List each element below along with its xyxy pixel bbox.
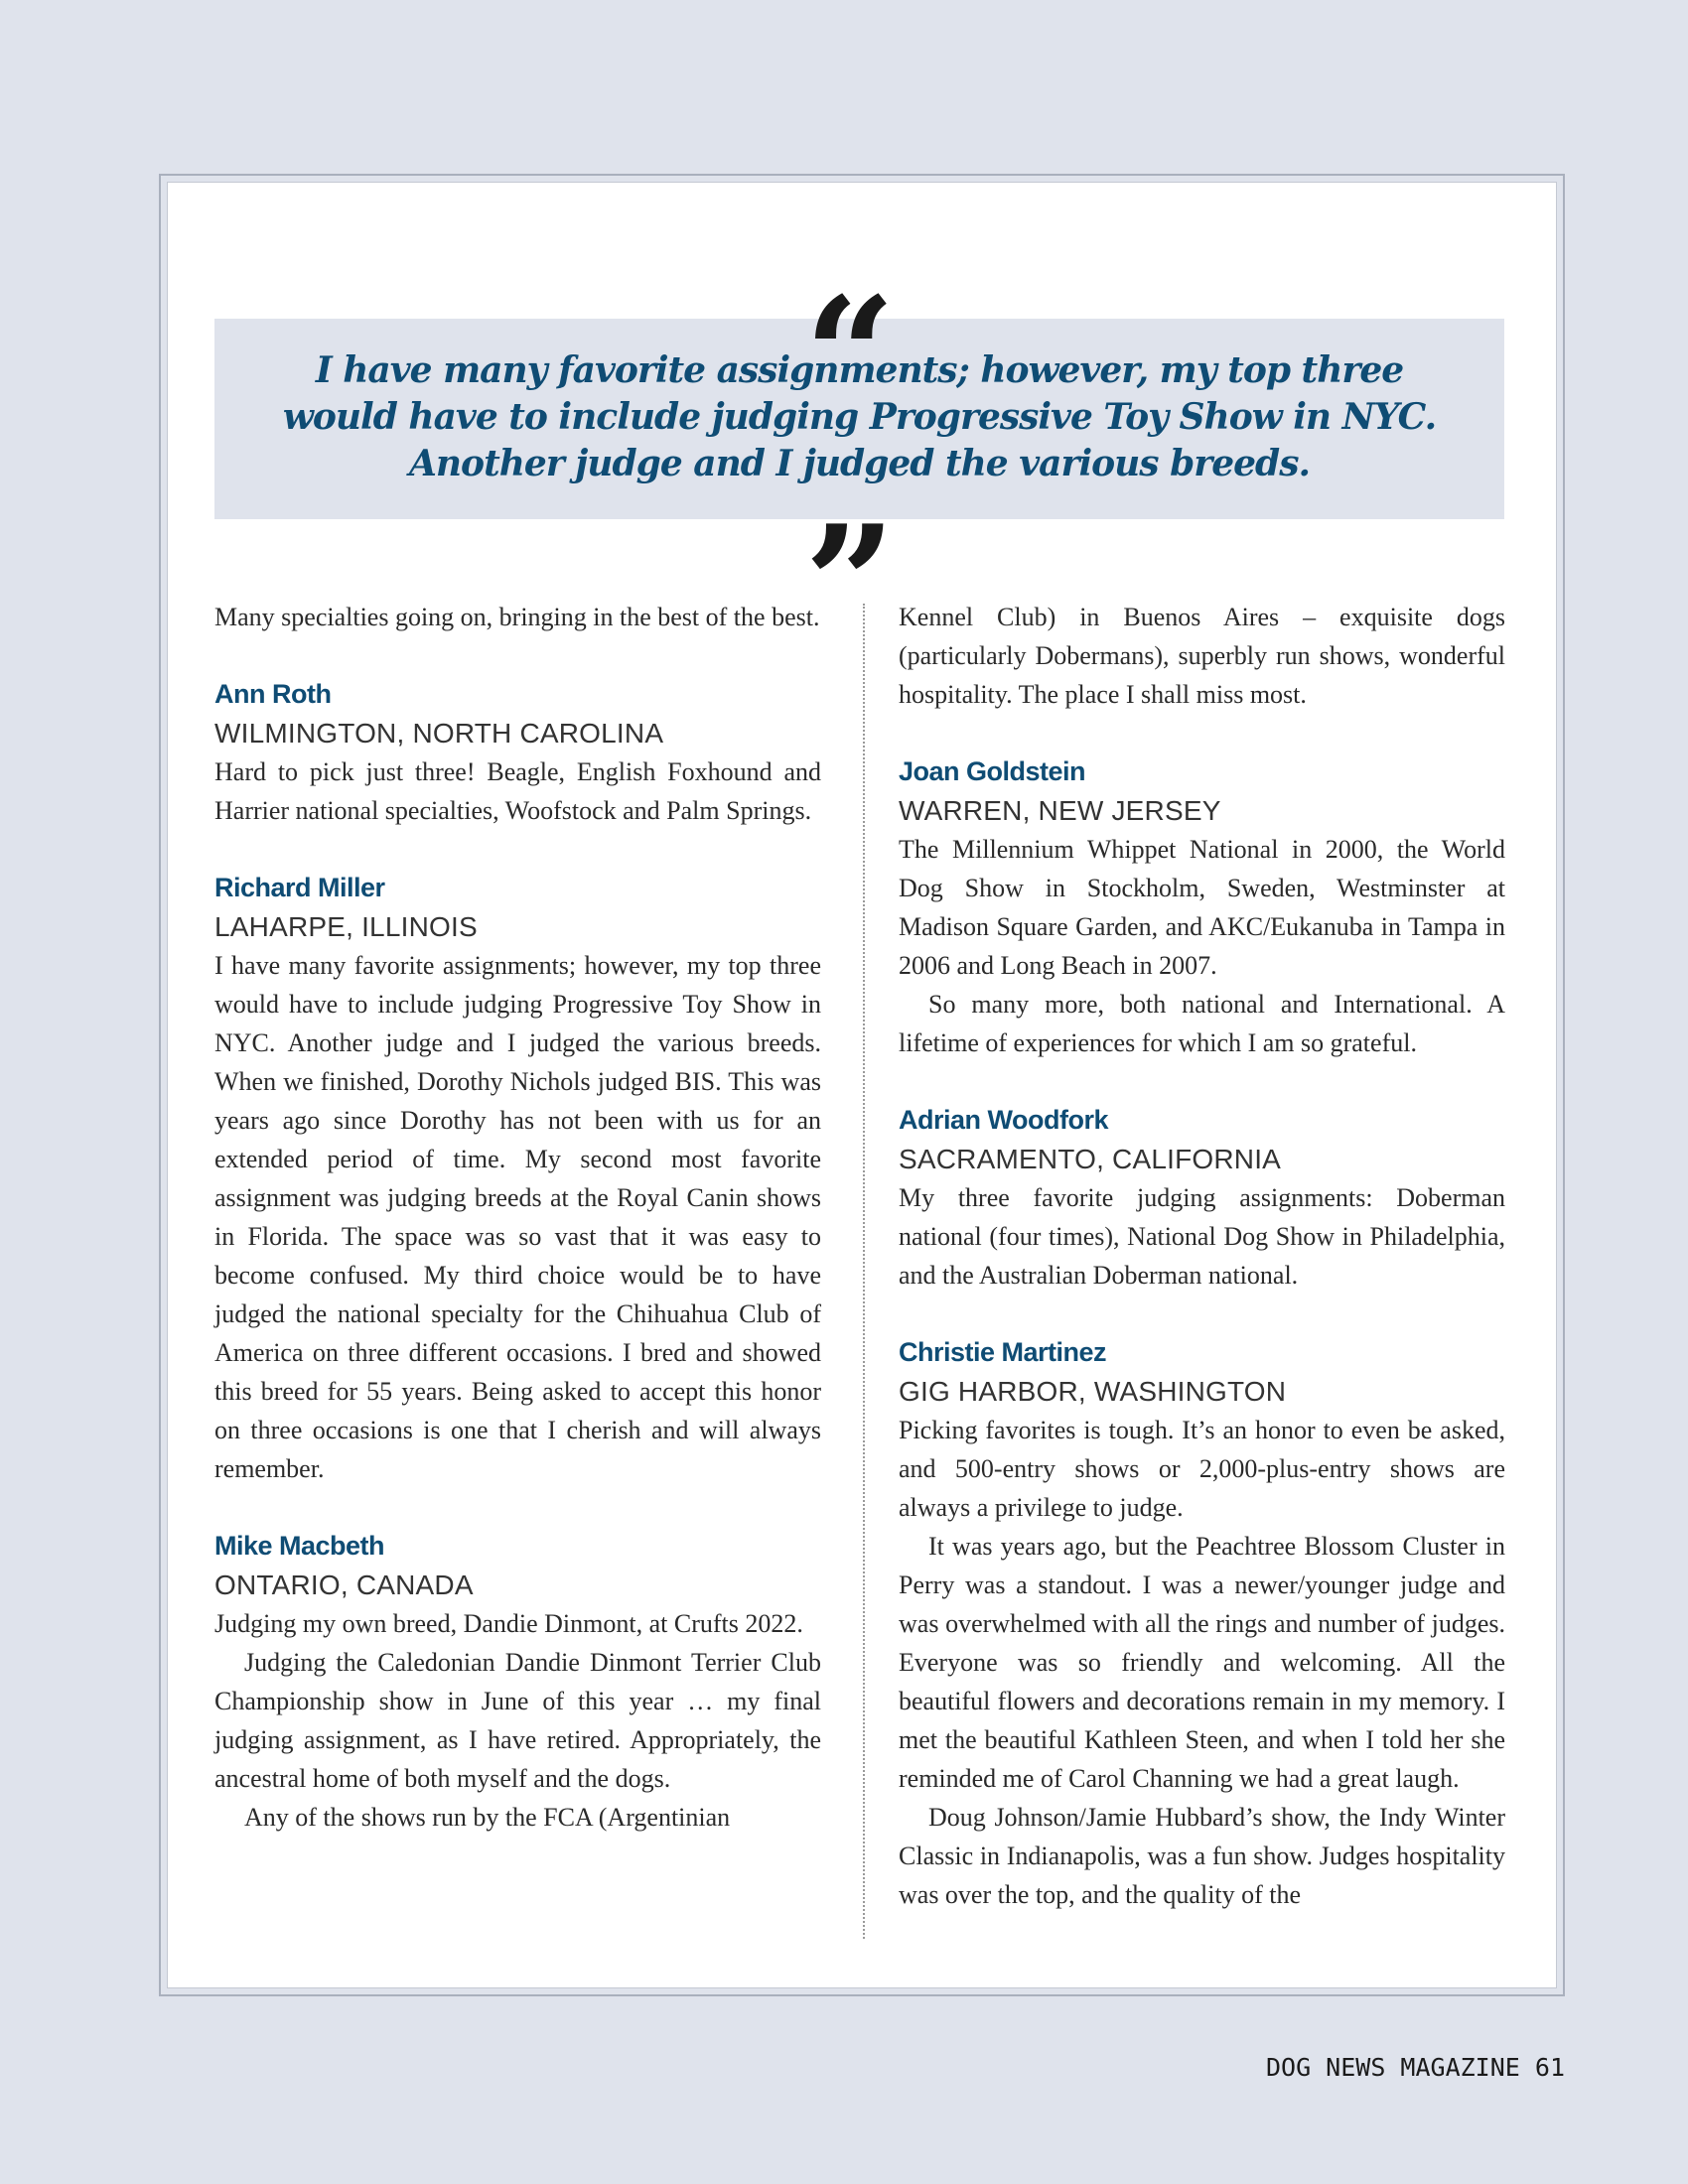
judge-entry-christie-martinez [899, 1333, 1505, 1914]
judge-name: Ann Roth [214, 679, 332, 709]
judge-entry-mike-macbeth [214, 1527, 821, 1837]
judge-location: ONTARIO, CANADA [214, 1570, 474, 1600]
entry-paragraph: Hard to pick just three! Beagle, English Foxhound and Harrier national specialties, Woofstock and Palm Springs. [214, 757, 821, 825]
judge-name: Adrian Woodfork [899, 1105, 1108, 1135]
judge-location: WILMINGTON, NORTH CAROLINA [214, 718, 664, 749]
entry-paragraph: I have many favorite assignments; however, my top three would have to include judging Progressive Toy Show in NYC. Another judge and I judged the various breeds. When we finished, Dorothy Nichols judged BIS. This was years ago since Dorothy has not been with us for an extended period of time. My second most favorite assignment was judging breeds at the Royal Canin shows in Florida. The space was so vast that it was easy to become confused. My third choice would be to have judged the national specialty for the Chihuahua Club of America on three different occasions. I bred and showed this breed for 55 years. Being asked to accept this honor on three occasions is one that I cherish and will always remember. [214, 951, 821, 1483]
entry-paragraph: It was years ago, but the Peachtree Blossom Cluster in Perry was a standout. I was a newer/younger judge and was overwhelmed with all the rings and number of judges. Everyone was so friendly and welcoming. All the beautiful flowers and decorations remain in my memory. I met the beautiful Kathleen Steen, and when I told her she reminded me of Carol Channing we had a great laugh. [899, 1532, 1505, 1793]
judge-location: GIG HARBOR, WASHINGTON [899, 1376, 1287, 1407]
entry-paragraph: My three favorite judging assignments: Doberman national (four times), National Dog Show in Philadelphia, and the Australian Doberman national. [899, 1183, 1505, 1290]
open-quote-icon [804, 262, 897, 449]
pull-quote [214, 347, 1504, 487]
column-divider [863, 604, 865, 1939]
judge-location: WARREN, NEW JERSEY [899, 795, 1221, 826]
entry-paragraph: So many more, both national and International. A lifetime of experiences for which I am so grateful. [899, 990, 1505, 1057]
judge-entry-joan-goldstein [899, 752, 1505, 1062]
pull-quote-line: I have many favorite assignments; however, my top three [315, 349, 1404, 391]
judge-entry-richard-miller [214, 869, 821, 1488]
continuation-paragraph: Kennel Club) in Buenos Aires – exquisite dogs (particularly Dobermans), superbly run shows, wonderful hospitality. The place I shall miss most. [899, 603, 1505, 709]
open-quote-glyph: “ [804, 262, 897, 449]
close-quote-icon [804, 490, 897, 677]
entry-paragraph: The Millennium Whippet National in 2000, the World Dog Show in Stockholm, Sweden, Westminster at Madison Square Garden, and AKC/Eukanuba in Tampa in 2006 and Long Beach in 2007. [899, 835, 1505, 980]
entry-paragraph: Picking favorites is tough. It’s an honor to even be asked, and 500-entry shows or 2,000-plus-entry shows are always a privilege to judge. [899, 1416, 1505, 1522]
entry-paragraph: Judging the Caledonian Dandie Dinmont Terrier Club Championship show in June of this year … my final judging assignment, as I have retired. Appropriately, the ancestral home of both myself and the dogs. [214, 1648, 821, 1793]
judge-entry-adrian-woodfork [899, 1101, 1505, 1295]
judge-entry-ann-roth [214, 675, 821, 830]
intro-paragraph: Many specialties going on, bringing in the best of the best. [214, 603, 820, 631]
judge-location: SACRAMENTO, CALIFORNIA [899, 1144, 1282, 1174]
page-folio: DOG NEWS MAGAZINE 61 [1265, 2053, 1565, 2082]
judge-location: LAHARPE, ILLINOIS [214, 911, 478, 942]
judge-name: Mike Macbeth [214, 1531, 385, 1561]
left-column [214, 598, 821, 1837]
entry-paragraph: Any of the shows run by the FCA (Argentinian [244, 1803, 731, 1832]
right-column [899, 598, 1505, 1914]
entry-paragraph: Judging my own breed, Dandie Dinmont, at Crufts 2022. [214, 1609, 803, 1638]
pull-quote-line: would have to include judging Progressive Toy Show in NYC. [282, 396, 1437, 438]
judge-name: Richard Miller [214, 873, 385, 902]
judge-name: Joan Goldstein [899, 756, 1086, 786]
pull-quote-line: Another judge and I judged the various breeds. [408, 443, 1311, 484]
judge-name: Christie Martinez [899, 1337, 1107, 1367]
close-quote-glyph: ” [804, 490, 897, 677]
entry-paragraph: Doug Johnson/Jamie Hubbard’s show, the Indy Winter Classic in Indianapolis, was a fun show. Judges hospitality was over the top, and the quality of the [899, 1803, 1505, 1909]
